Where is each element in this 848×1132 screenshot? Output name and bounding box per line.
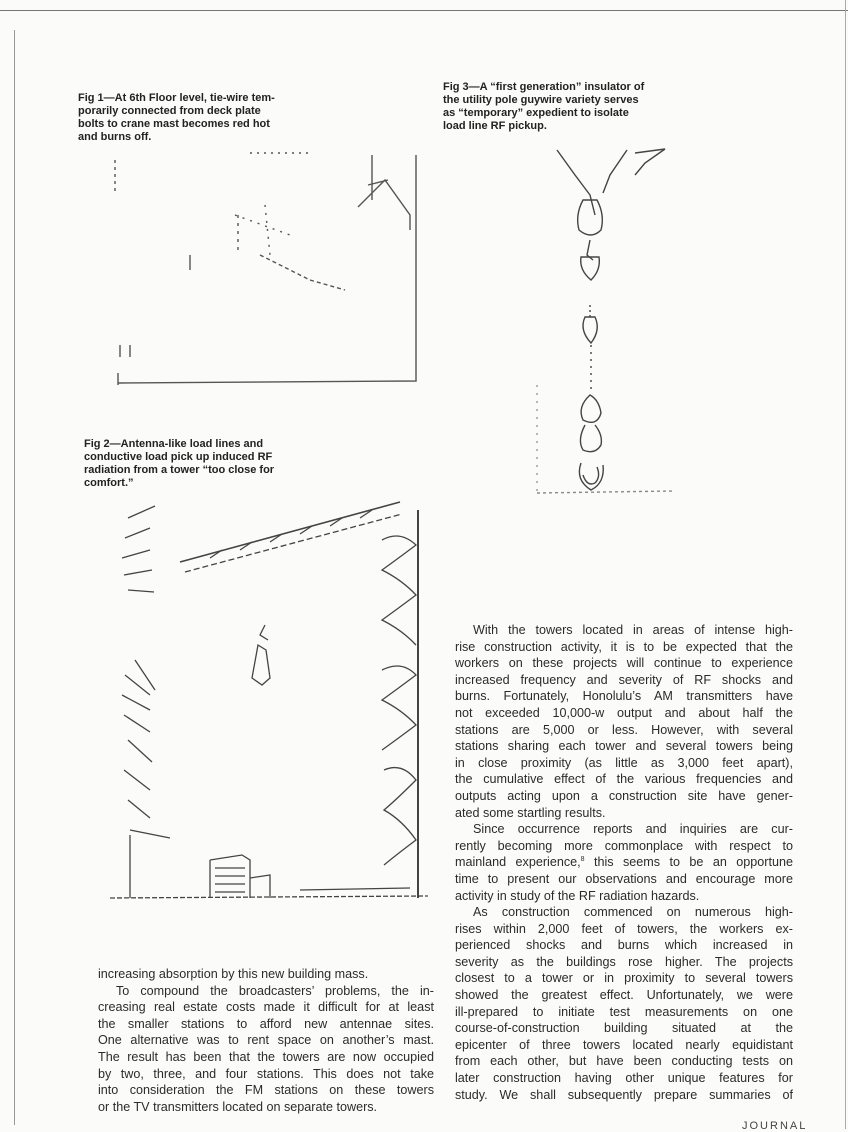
text-line: increasing absorption by this new building mass. (98, 967, 369, 981)
fig2-caption-line: Fig 2—Antenna-like load lines and (84, 438, 264, 450)
text-line: ated some startling results. (455, 805, 606, 820)
text-line: in close proximity (as little as 3,000 feet apart), (455, 755, 793, 770)
text-fragment: mainland experience, (455, 855, 581, 870)
text-line: the smaller stations to afford new antennae sites. (98, 1016, 434, 1031)
text-line: study. We shall subsequently prepare summaries of (455, 1087, 793, 1102)
text-line: rise construction activity, it is to be expected that the (455, 639, 793, 654)
text-line: from each other, but have been conducting tests on (455, 1054, 793, 1069)
text-line: or the TV transmitters located on separate towers. (98, 1099, 378, 1114)
fig1-caption-line: Fig 1—At 6th Floor level, tie-wire tem- (78, 92, 275, 104)
running-footer: JOURNAL (742, 1120, 808, 1132)
fig3-caption-line: load line RF pickup. (443, 120, 547, 132)
fig2-caption-line: radiation from a tower “too close for (84, 464, 275, 476)
text-line: closest to a tower or in proximity to several towers (455, 971, 793, 986)
right-edge-line (845, 0, 846, 1129)
left-edge-line (14, 30, 15, 1125)
text-line: later construction having other unique features for (455, 1071, 793, 1086)
text-line: severity as the buildings rose higher. The projects (455, 954, 793, 969)
fig2-caption-line: conductive load pick up induced RF (84, 451, 273, 463)
fig3-caption-line: the utility pole guywire variety serves (443, 94, 639, 106)
fig2-caption-line: comfort.” (84, 477, 134, 489)
fig1-caption-line: porarily connected from deck plate (78, 105, 261, 117)
fig2-caption (84, 438, 302, 490)
text-line: increased frequency and severity of RF shocks and (455, 672, 793, 687)
text-line: epicenter of three towers located nearly equidistant (455, 1037, 793, 1052)
text-line: by two, three, and four stations. This does not take (98, 1066, 434, 1081)
text-line: The result has been that the towers are now occupied (98, 1049, 434, 1064)
text-line: perienced shocks and burns which increased in (455, 938, 793, 953)
fig2-photo (110, 500, 430, 905)
paragraph (455, 904, 793, 1103)
paragraph (455, 821, 793, 904)
fig3-photo (535, 145, 675, 500)
text-line: To compound the broadcasters’ problems, the in- (116, 983, 434, 998)
text-line: As construction commenced on numerous high- (473, 905, 793, 920)
fig3-caption-line: Fig 3—A “first generation” insulator of (443, 81, 645, 93)
text-line: outputs acting upon a construction site have gener- (455, 788, 793, 803)
text-line: not exceeded 10,000-w output and about half the (455, 705, 793, 720)
footnote-ref: 8 (580, 856, 585, 864)
text-line: the cumulative effect of the various frequencies and (455, 772, 793, 787)
text-line: One alternative was to rent space on another’s mast. (98, 1033, 434, 1048)
text-line: creasing real estate costs made it difficult for at least (98, 1000, 434, 1015)
text-line: showed the greatest effect. Unfortunately, we were (455, 988, 793, 1003)
paragraph (98, 966, 434, 983)
text-line: Since occurrence reports and inquiries are cur- (473, 822, 793, 837)
text-line (455, 854, 793, 871)
text-line: stations sharing each tower and several towers being (455, 739, 793, 754)
fig3-caption (443, 81, 661, 133)
text-line: course-of-construction building situated at the (455, 1021, 793, 1036)
paragraph (455, 622, 793, 821)
text-fragment: this seems to be an opportune (584, 855, 793, 870)
text-line: rently becoming more commonplace with respect to (455, 838, 793, 853)
fig3-caption-line: as “temporary” expedient to isolate (443, 107, 629, 119)
fig1-caption (78, 92, 296, 144)
top-edge-line (0, 10, 848, 11)
text-line: stations are 5,000 or less. However, with several (455, 722, 793, 737)
right-column-text (455, 622, 793, 1103)
text-line: into consideration the FM stations on these towers (98, 1083, 434, 1098)
fig1-caption-line: bolts to crane mast becomes red hot (78, 118, 270, 130)
text-line: burns. Fortunately, Honolulu’s AM transmitters have (455, 689, 793, 704)
text-line: workers on these projects will continue to experience (455, 656, 793, 671)
paragraph (98, 983, 434, 1116)
fig1-caption-line: and burns off. (78, 131, 152, 143)
text-line: ill-prepared to initiate test measurements on one (455, 1004, 793, 1019)
text-line: With the towers located in areas of intense high- (473, 623, 793, 637)
text-line: time to present our observations and encourage more (455, 871, 793, 886)
text-line: rises within 2,000 feet of towers, the workers ex- (455, 921, 793, 936)
left-column-text (98, 966, 434, 1115)
text-line: activity in study of the RF radiation hazards. (455, 888, 700, 903)
fig1-photo (110, 145, 420, 390)
